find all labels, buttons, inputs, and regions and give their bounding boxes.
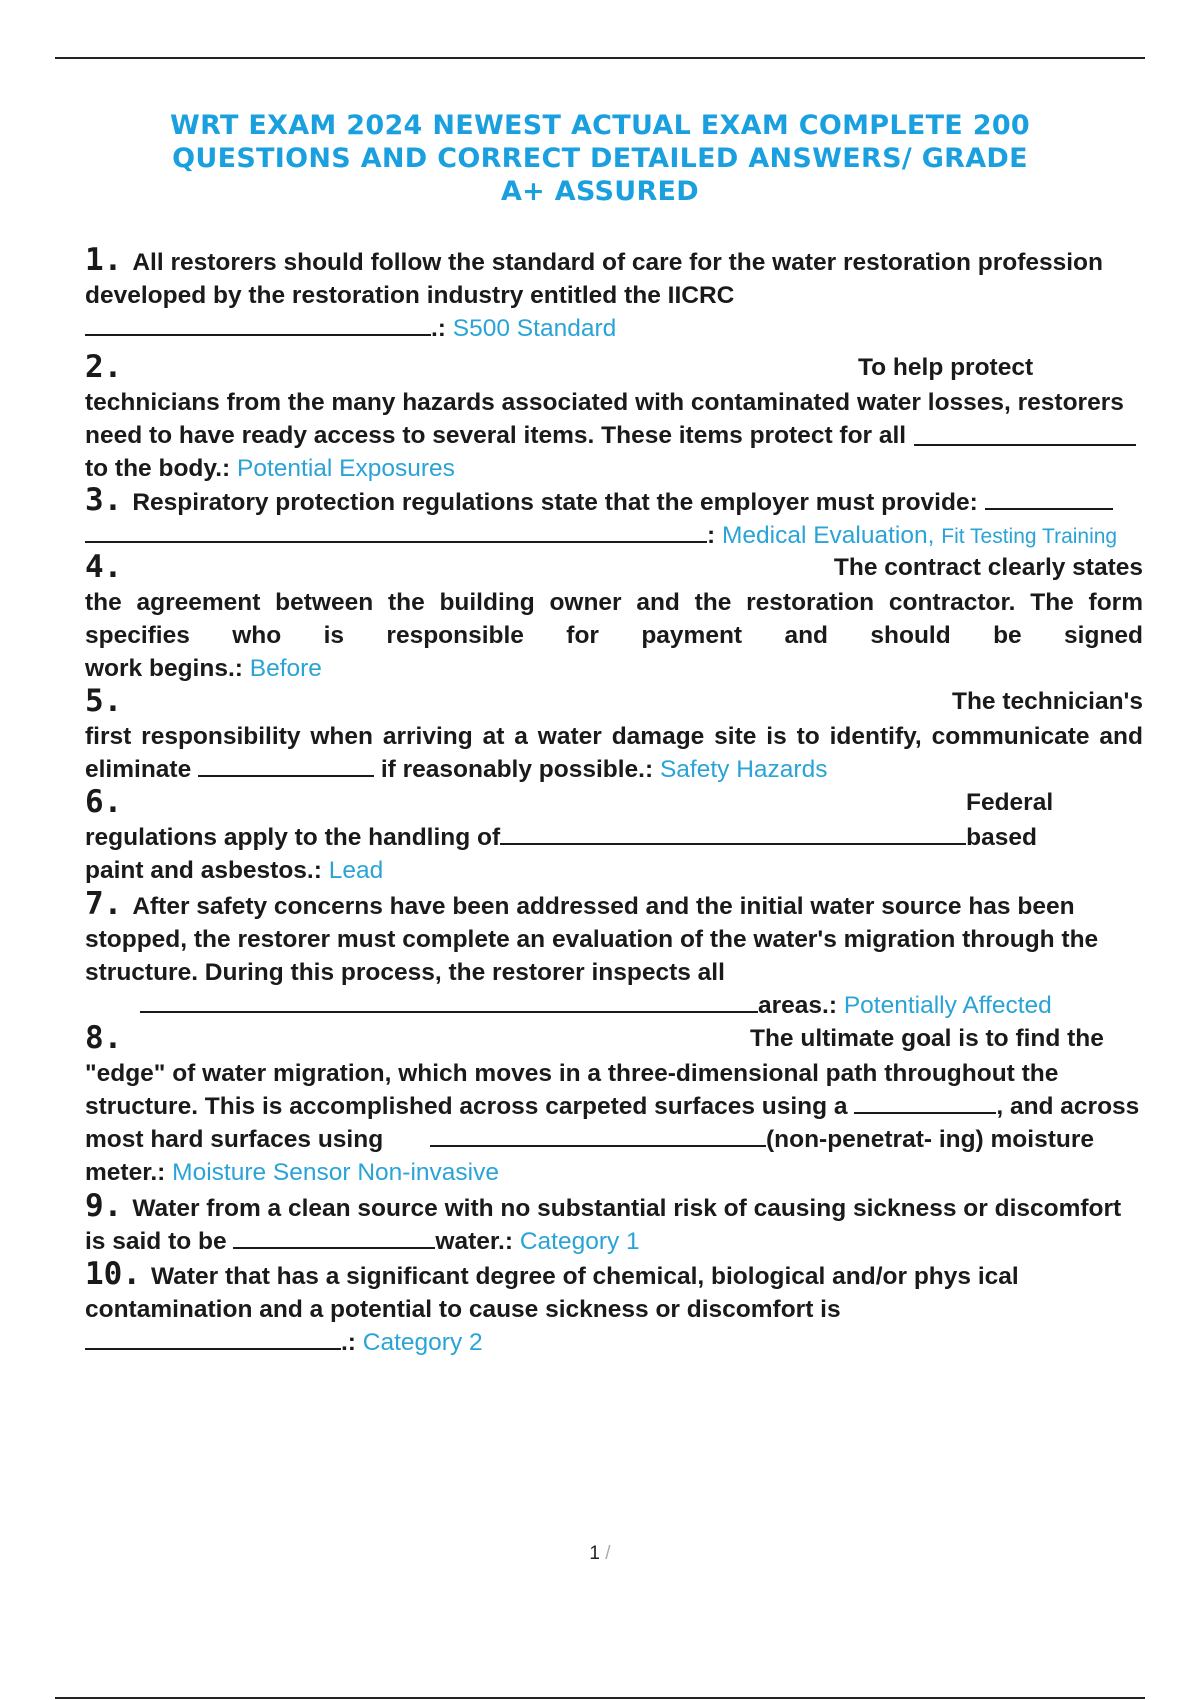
question-1: 1. All restorers should follow the standard of care for the water restoration profession developed by the restoration industry entitled the IICRC .: S500 Standard: [85, 242, 1103, 342]
answer-text: Category 1: [519, 1228, 640, 1255]
answer-text: Potentially Affected: [843, 992, 1052, 1019]
question-4: 4. The contract clearly states the agreement between the building owner and the restoration contractor. The form specifies who is responsible for payment and should be signed work begins.: Before: [85, 549, 1143, 682]
question-text: All restorers should follow the standard of care for the water restoration profession developed by the restoration industry entitled the IICRC: [85, 249, 1103, 309]
answer-text: Before: [249, 655, 322, 682]
question-2: 2. To help protect technicians from the many hazards associated with contaminated water losses, restorers need to have ready access to several items. These items protect for all to the body.: Potential Exposures: [85, 351, 1143, 485]
answer-text: Medical Evaluation,: [721, 522, 935, 549]
answer-text: Moisture Sensor Non-invasive: [172, 1159, 499, 1186]
answer-blank: [430, 1123, 766, 1147]
answer-text: Safety Hazards: [659, 756, 828, 783]
question-number: 6.: [85, 784, 123, 820]
question-number: 10.: [85, 1256, 141, 1292]
page-number: 1 /: [589, 1543, 611, 1564]
question-number: 1.: [85, 242, 123, 278]
question-number: 5.: [85, 683, 123, 719]
question-number: 9.: [85, 1188, 123, 1224]
question-number: 2.: [85, 349, 123, 385]
answer-blank: [233, 1225, 435, 1249]
question-10: 10. Water that has a significant degree of chemical, biological and/or phys ical contamination and a potential to cause sickness or discomfort is .: Category 2: [85, 1256, 1019, 1356]
answer-blank: [198, 753, 374, 777]
answer-blank: [985, 486, 1113, 510]
answer-text-2: Fit Testing Training: [941, 525, 1118, 548]
question-number: 8.: [85, 1020, 123, 1056]
answer-text: Lead: [328, 857, 384, 884]
question-5: 5. The technician's first responsibility when arriving at a water damage site is to identify, communicate and eliminate if reasonably possible.: Safety Hazards: [85, 683, 1143, 783]
bottom-rule: [55, 1697, 1145, 1699]
question-7: 7. After safety concerns have been addressed and the initial water source has been stopped, the restorer must complete an evaluation of the water's migration through the structure. During this process, the restorer inspects all areas.: Potentially Affected: [85, 886, 1099, 1019]
answer-blank: [85, 519, 707, 543]
question-number: 4.: [85, 549, 123, 585]
question-6: 6. Federal regulations apply to the handling of based paint and asbestos.: Lead: [85, 784, 1054, 884]
answer-blank: [85, 1326, 341, 1350]
answer-blank: [854, 1090, 996, 1114]
answer-text: Category 2: [362, 1329, 483, 1356]
question-number: 3.: [85, 482, 123, 518]
document-title: WRT EXAM 2024 NEWEST ACTUAL EXAM COMPLETE 200 QUESTIONS AND CORRECT DETAILED ANSWERS/ GRADE A+ ASSURED: [169, 110, 1031, 207]
answer-blank: [914, 422, 1136, 446]
question-3: 3. Respiratory protection regulations state that the employer must provide: : Medical Evaluation, Fit Testing Training: [85, 482, 1118, 549]
top-rule: [55, 57, 1145, 59]
answer-blank: [85, 312, 431, 336]
answer-text: S500 Standard: [452, 315, 617, 342]
question-8: 8. The ultimate goal is to find the "edge" of water migration, which moves in a three-dimensional path throughout the structure. This is accomplished across carpeted surfaces using a , and across most hard surfaces using (non-penetrat- ing) moisture meter.: Moisture Sensor Non-invasive: [85, 1020, 1140, 1186]
answer-blank: [500, 821, 966, 845]
answer-text: Potential Exposures: [236, 455, 455, 482]
question-9: 9. Water from a clean source with no substantial risk of causing sickness or discomfort is said to be water.: Category 1: [85, 1188, 1122, 1255]
answer-blank: [140, 989, 758, 1013]
question-number: 7.: [85, 886, 123, 922]
